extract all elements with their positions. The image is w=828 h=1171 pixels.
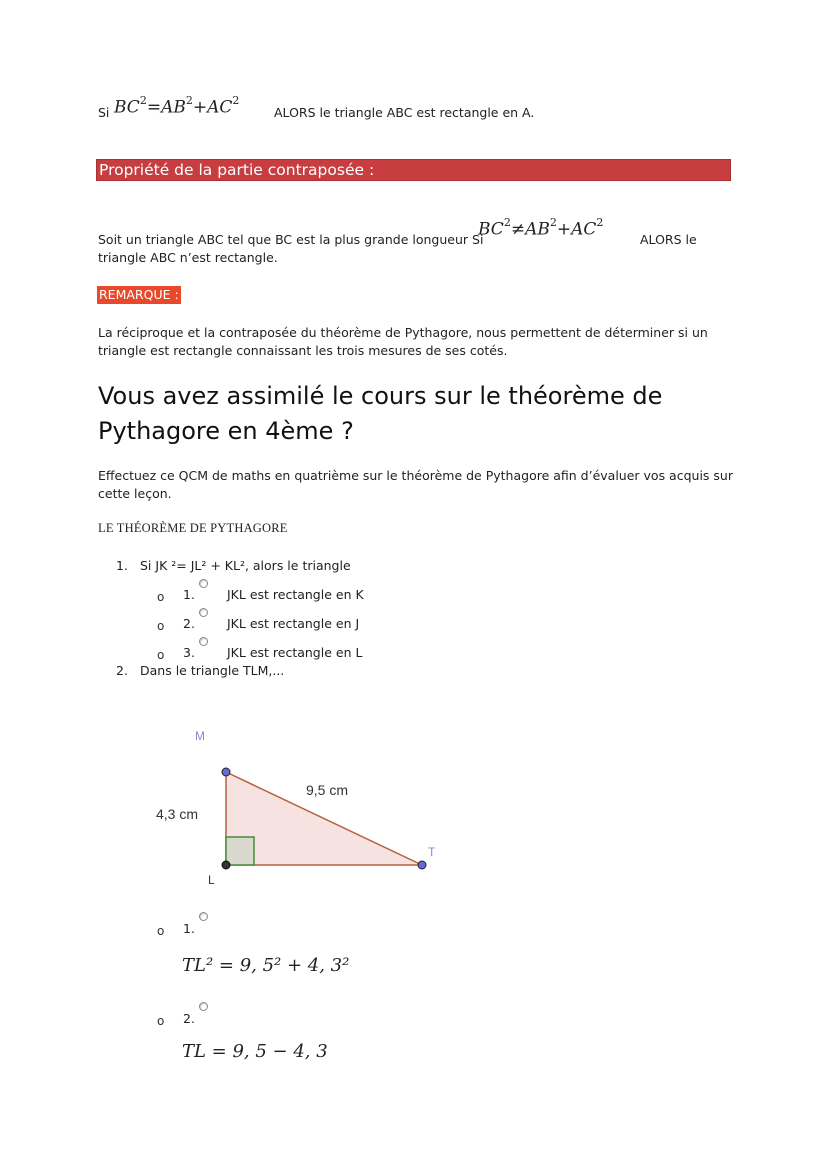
q1-option-1-radio[interactable] <box>199 579 208 588</box>
label-m: M <box>195 729 205 743</box>
section-heading: Propriété de la partie contraposée : <box>99 161 375 179</box>
contraposee-line2: triangle ABC n’est rectangle. <box>98 250 278 265</box>
q1-option-2-label: JKL est rectangle en J <box>227 616 360 631</box>
side-mt-length: 9,5 cm <box>306 782 349 798</box>
label-t: T <box>428 845 436 859</box>
bullet-icon: o <box>157 648 165 662</box>
si-word: Si <box>98 105 110 120</box>
q1-number: 1. <box>116 558 128 573</box>
q1-text: Si JK ²= JL² + KL², alors le triangle <box>140 558 351 573</box>
intro-line-1: Effectuez ce QCM de maths en quatrième sur le théorème de Pythagore afin d’évaluer vos acquis sur <box>98 468 733 483</box>
point-l <box>222 861 230 869</box>
bullet-icon: o <box>157 590 165 604</box>
q2-option-1-radio[interactable] <box>199 912 208 921</box>
q2-option-1-number: 1. <box>183 921 195 936</box>
contraposee-text: Soit un triangle ABC tel que BC est la plus grande longueur Si <box>98 232 484 247</box>
reciprocal-conclusion: ALORS le triangle ABC est rectangle en A. <box>274 105 535 120</box>
intro-line-2: cette leçon. <box>98 486 172 501</box>
bullet-icon: o <box>157 924 165 938</box>
page-heading: Vous avez assimilé le cours sur le théorème de Pythagore en 4ème ? <box>98 382 663 445</box>
bullet-icon: o <box>157 619 165 633</box>
quiz-title: LE THÉORÈME DE PYTHAGORE <box>98 521 288 535</box>
q1-option-2-number: 2. <box>183 616 195 631</box>
side-ml-length: 4,3 cm <box>156 806 199 822</box>
q2-option-2-number: 2. <box>183 1011 195 1026</box>
remarque-label: REMARQUE : <box>99 287 179 302</box>
q1-option-3-radio[interactable] <box>199 637 208 646</box>
q2-option-1-formula: TL² = 9, 5² + 4, 3² <box>182 955 350 976</box>
reciprocal-formula: $BC^2=AB^2+AC^2$ <box>114 94 240 118</box>
triangle-figure <box>140 720 460 895</box>
q2-option-2-radio[interactable] <box>199 1002 208 1011</box>
point-t <box>418 861 426 869</box>
bullet-icon: o <box>157 1014 165 1028</box>
q1-option-2-radio[interactable] <box>199 608 208 617</box>
contraposee-alors: ALORS le <box>640 232 697 247</box>
q1-option-1-number: 1. <box>183 587 195 602</box>
point-m <box>222 768 230 776</box>
label-l: L <box>208 873 215 887</box>
section-heading-band <box>96 159 731 181</box>
q1-option-3-label: JKL est rectangle en L <box>227 645 363 660</box>
q2-option-2-formula: TL = 9, 5 − 4, 3 <box>182 1041 328 1062</box>
remarque-line-1: La réciproque et la contraposée du théorème de Pythagore, nous permettent de déterminer si un <box>98 325 708 340</box>
remarque-line-2: triangle est rectangle connaissant les trois mesures de ses cotés. <box>98 343 508 358</box>
contraposee-formula: $BC^2\ne AB^2+AC^2$ <box>478 216 604 240</box>
q2-text: Dans le triangle TLM,... <box>140 663 285 678</box>
q2-number: 2. <box>116 663 128 678</box>
right-angle-marker <box>226 837 254 865</box>
q1-option-3-number: 3. <box>183 645 195 660</box>
q1-option-1-label: JKL est rectangle en K <box>227 587 364 602</box>
reciprocal-line <box>98 104 109 122</box>
